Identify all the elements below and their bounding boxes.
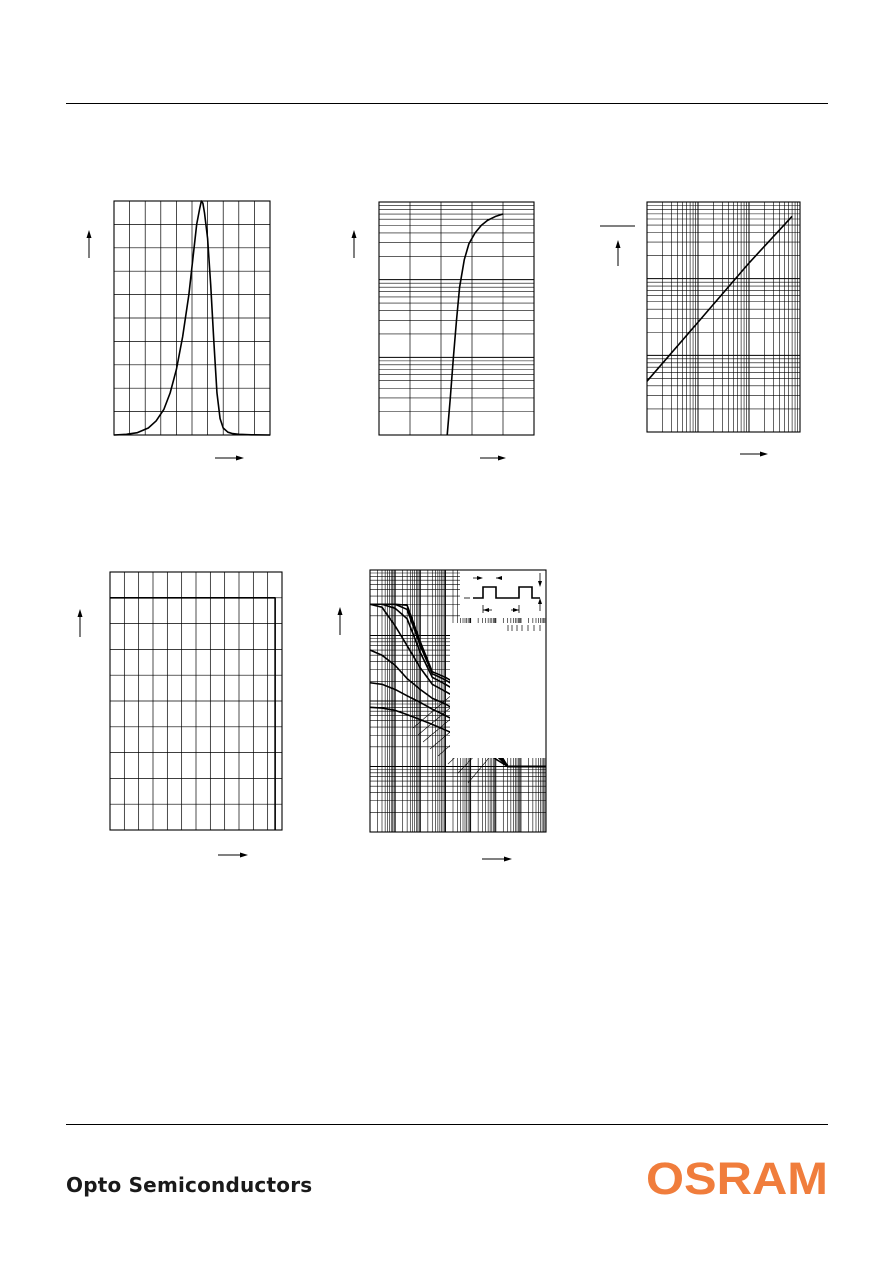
series-line-0 xyxy=(110,598,275,830)
x-axis-arrow xyxy=(215,456,244,461)
x-axis-arrow xyxy=(218,853,248,858)
series-line-0 xyxy=(647,216,792,381)
header-rule xyxy=(66,103,828,104)
chart-relative-intensity xyxy=(590,180,820,480)
osram-logo xyxy=(646,1152,828,1198)
plot-frame xyxy=(647,202,800,432)
y-axis-arrow xyxy=(352,230,357,258)
y-axis-arrow xyxy=(87,230,92,258)
grid xyxy=(647,202,800,432)
chart-max-current xyxy=(70,555,300,875)
footer-company-label: Opto Semiconductors xyxy=(66,1173,313,1197)
osram-logo-wordmark: OSRAM xyxy=(646,1153,828,1198)
chart-spectral-emission xyxy=(70,180,300,480)
pulse-waveform-inset xyxy=(460,570,546,618)
y-axis-arrow xyxy=(338,607,343,635)
chart-pulse-handling xyxy=(330,555,560,875)
y-axis-arrow xyxy=(616,240,621,266)
series-line-0 xyxy=(447,214,503,435)
grid xyxy=(114,201,270,435)
chart-forward-current xyxy=(340,180,550,480)
x-axis-arrow xyxy=(740,452,768,457)
x-axis-arrow xyxy=(480,456,506,461)
x-axis-arrow xyxy=(482,857,512,862)
grid xyxy=(110,572,282,830)
y-axis-arrow xyxy=(78,609,83,637)
footer-rule xyxy=(66,1124,828,1125)
legend-box xyxy=(450,623,546,758)
